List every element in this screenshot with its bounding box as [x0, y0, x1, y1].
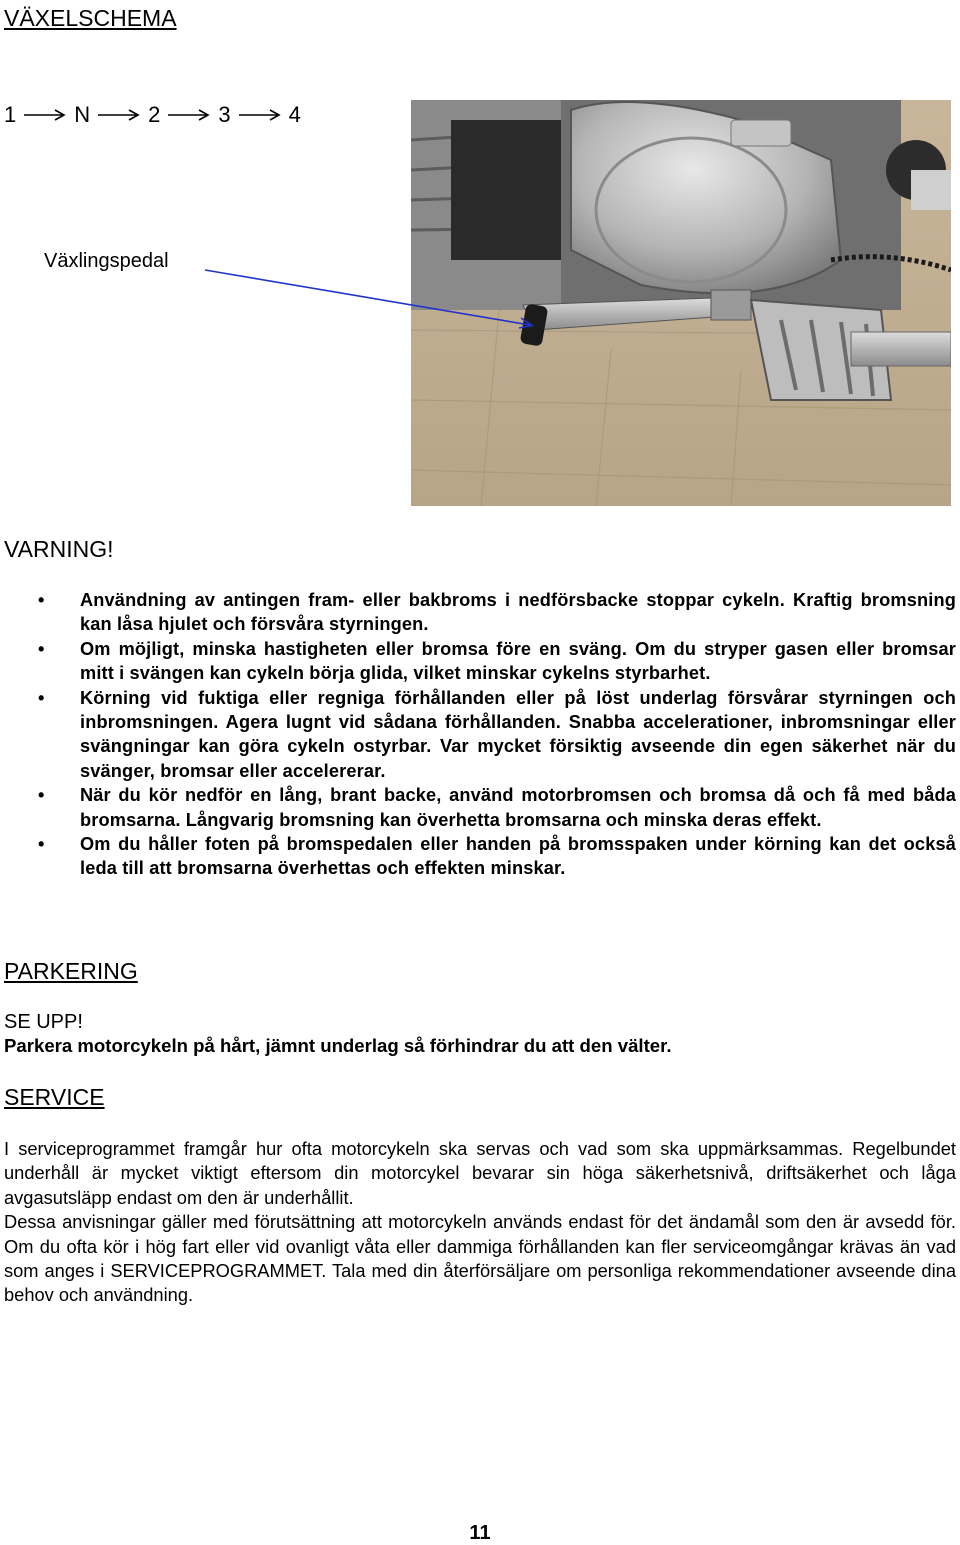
service-paragraph: I serviceprogrammet framgår hur ofta motorcykeln ska servas och vad som ska uppmärksammas. Regelbundet underhåll är mycket viktigt eftersom din motorcykel bevarar sin höga säkerhetsnivå, driftsäkerhet och låga avgasutsläpp endast om den är underhållit. [4, 1138, 956, 1208]
parking-text: Parkera motorcykeln på hårt, jämnt underlag så förhindrar du att den välter. [4, 1035, 672, 1056]
list-item: • När du kör nedför en lång, brant backe, använd motorbromsen och bromsa då och få med båda bromsarna. Långvarig bromsning kan överhetta bromsarna och minska deras effekt. [38, 785, 956, 830]
list-item: • Om möjligt, minska hastigheten eller bromsa före en sväng. Om du stryper gasen eller bromsar mitt i svängen kan cykeln börja glida, vilket minskar cykelns styrbarhet. [38, 638, 956, 684]
bullet-icon: • [38, 590, 45, 610]
gear-sequence [4, 102, 301, 128]
page-title: VÄXELSCHEMA [4, 5, 177, 31]
page-number: 11 [469, 1522, 491, 1544]
service-paragraph: Dessa anvisningar gäller med förutsättning att motorcykeln används endast för det ändamål som den är avsedd för. Om du ofta kör i hög fart eller vid ovanligt våta eller dammiga förhållanden kan fler serviceomgångar krävas än vad som anges i SERVICEPROGRAMMET. Tala med din återförsäljare om personliga rekommendationer avseende dina behov och användning. [4, 1211, 956, 1306]
gear-1: 1 [4, 102, 17, 127]
list-item: • Om du håller foten på bromspedalen eller handen på bromsspaken under körning kan det också leda till att bromsarna överhettas och effekten minskar. [38, 834, 956, 879]
arrow-right-icon [168, 109, 210, 121]
arrow-right-icon [98, 109, 140, 121]
bullet-icon: • [38, 785, 45, 806]
bullet-icon: • [38, 834, 45, 855]
gear-n: N [74, 102, 91, 127]
gear-3: 3 [218, 102, 231, 127]
warning-title: VARNING! [4, 536, 114, 562]
bullet-icon: • [38, 687, 45, 708]
list-item: • Körning vid fuktiga eller regniga förhållanden eller på löst underlag försvårar styrningen och inbromsningen. Agera lugnt vid sådana förhållanden. Snabba accelerationer, inbromsningar eller svängningar kan göra cykeln ostyrbar. Var mycket försiktig avseende din egen säkerhet när du svänger, bromsar eller accelererar. [38, 687, 956, 781]
gear-4: 4 [288, 102, 301, 127]
arrow-right-icon [24, 109, 66, 121]
caution-label: SE UPP! [4, 1011, 83, 1033]
service-body [4, 1137, 956, 1308]
gear-2: 2 [148, 102, 161, 127]
arrow-right-icon [239, 109, 281, 121]
service-heading: SERVICE [4, 1084, 105, 1110]
bullet-icon: • [38, 638, 45, 659]
parking-heading: PARKERING [4, 958, 138, 984]
engine-photo [411, 100, 951, 506]
pedal-label: Växlingspedal [44, 250, 169, 272]
warning-list [0, 588, 956, 881]
list-item: • Användning av antingen fram- eller bakbroms i nedförsbacke stoppar cykeln. Kraftig bromsning kan låsa hjulet och försvåra styrningen. [38, 590, 956, 635]
